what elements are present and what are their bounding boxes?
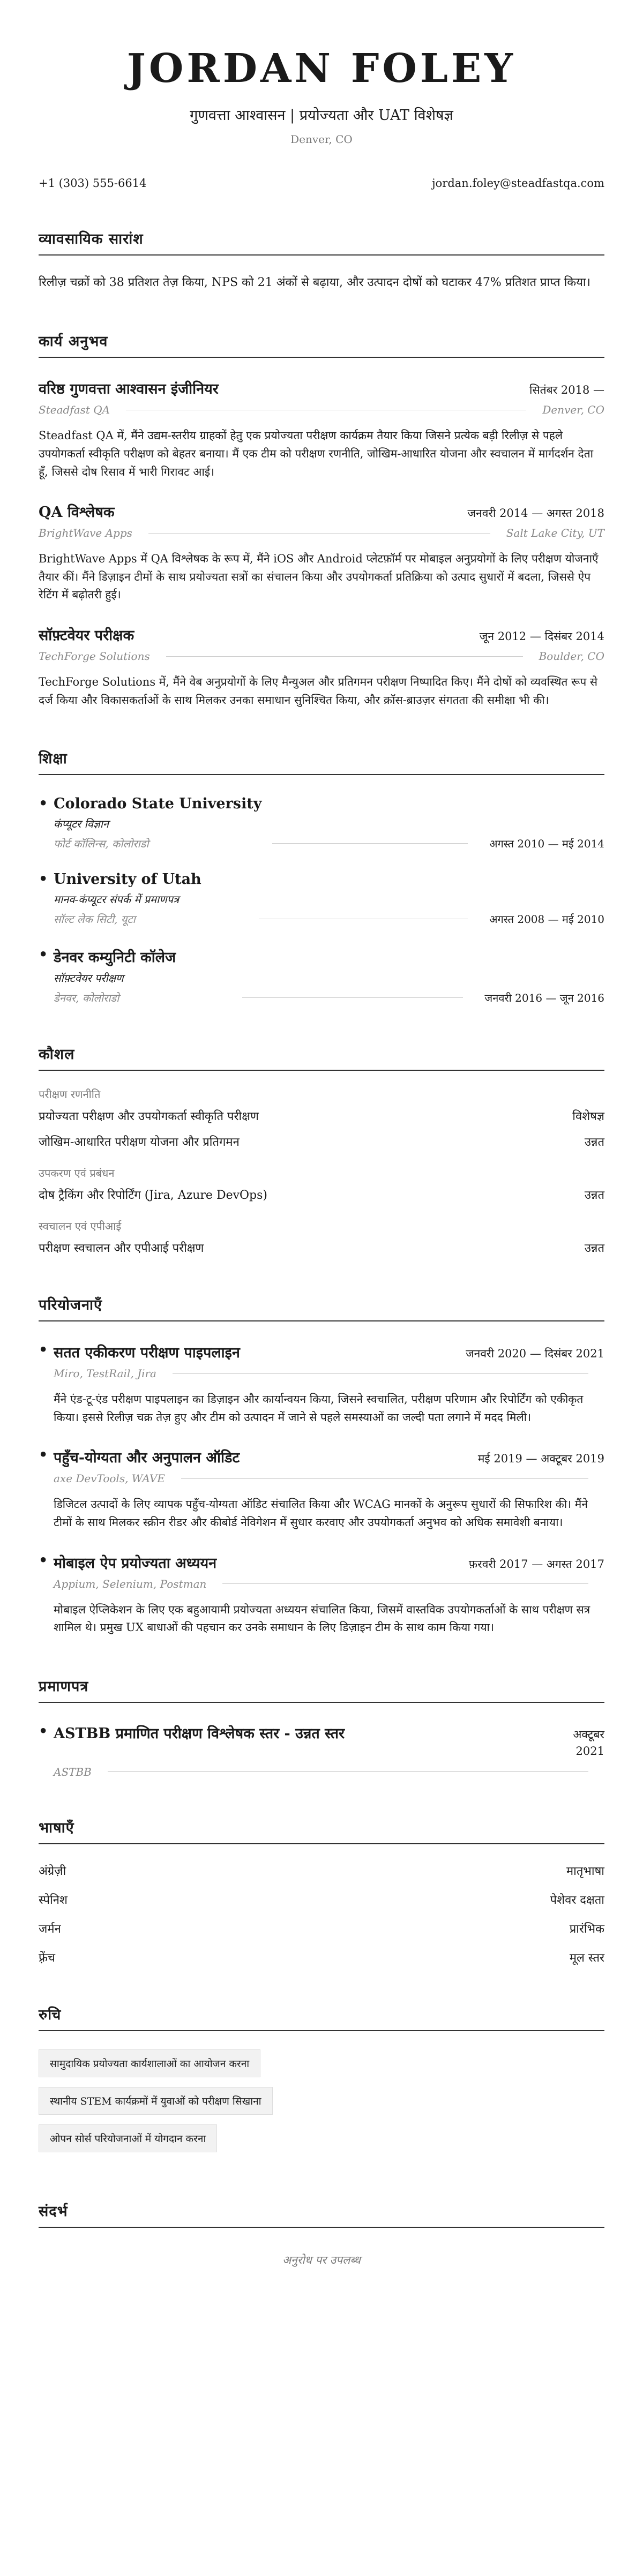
project-entry <box>39 1447 604 1531</box>
language-name: फ़्रेंच <box>39 1951 55 1965</box>
job-dates: सितंबर 2018 — <box>529 384 604 397</box>
section-title: संदर्भ <box>39 2201 604 2228</box>
experience-section <box>39 331 604 709</box>
job-dates: जून 2012 — दिसंबर 2014 <box>479 630 604 643</box>
company-name: BrightWave Apps <box>39 527 132 540</box>
job-title: QA विश्लेषक <box>39 504 115 521</box>
skill-name: दोष ट्रैकिंग और रिपोर्टिंग (Jira, Azure DevOps) <box>39 1189 268 1203</box>
language-row <box>39 1920 604 1936</box>
skill-group <box>39 1219 604 1256</box>
skill-level: उन्नत <box>584 1189 604 1203</box>
skill-row <box>39 1186 604 1203</box>
section-title: रुचि <box>39 2004 604 2031</box>
skill-name: प्रयोज्यता परीक्षण और उपयोगकर्ता स्वीकृति परीक्षण <box>39 1110 259 1124</box>
project-entry <box>39 1342 604 1426</box>
job-description: TechForge Solutions में, मैंने वेब अनुप्रयोगों के लिए मैन्युअल और प्रतिगमन परीक्षण निष्पादित किए। मैंने दोषों को व्यवस्थित रूप से दर्ज किया और विकासकर्ताओं के साथ मिलकर उनका समाधान सुनिश्चित किया, और क्रॉस-ब्राउज़र संगतता की समीक्षा भी की। <box>39 675 598 707</box>
company-name: Steadfast QA <box>39 403 110 417</box>
skill-group-title: स्वचालन एवं एपीआई <box>39 1220 122 1233</box>
project-dates: फ़रवरी 2017 — अगस्त 2017 <box>468 1557 604 1571</box>
divider <box>222 1583 588 1584</box>
field-of-study: कंप्यूटर विज्ञान <box>54 817 109 831</box>
institution-name: डेनवर कम्युनिटी कॉलेज <box>54 949 176 966</box>
education-section <box>39 748 604 1005</box>
divider <box>181 1478 588 1479</box>
candidate-location: Denver, CO <box>290 133 353 146</box>
references-text: अनुरोध पर उपलब्ध <box>282 2253 361 2266</box>
education-entry <box>39 947 604 1005</box>
language-level: मूल स्तर <box>569 1951 604 1965</box>
divider <box>272 843 468 844</box>
references-section <box>39 2201 604 2267</box>
institution-location: फोर्ट कॉलिन्स, कोलोराडो <box>54 837 149 851</box>
bullet-icon: • <box>39 1447 48 1464</box>
experience-entry <box>39 501 604 604</box>
certification-entry <box>39 1723 604 1778</box>
language-row <box>39 1949 604 1965</box>
bullet-icon: • <box>39 1342 48 1359</box>
project-dates: जनवरी 2020 — दिसंबर 2021 <box>466 1347 604 1361</box>
email-address[interactable]: jordan.foley@steadfastqa.com <box>432 177 604 190</box>
project-description: मोबाइल ऐप्लिकेशन के लिए एक बहुआयामी प्रयोज्यता अध्ययन संचालित किया, जिसमें वास्तविक उपयोगकर्ताओं के साथ परीक्षण सत्र शामिल थे। प्रमुख UX बाधाओं की पहचान कर उनके समाधान के लिए डिज़ाइन टीम के साथ काम किया गया। <box>54 1603 590 1634</box>
language-level: मातृभाषा <box>566 1864 604 1878</box>
skill-group-title: उपकरण एवं प्रबंधन <box>39 1167 115 1180</box>
resume-header <box>39 47 604 146</box>
company-name: TechForge Solutions <box>39 650 150 663</box>
section-title: कौशल <box>39 1043 604 1071</box>
skill-name: परीक्षण स्वचालन और एपीआई परीक्षण <box>39 1242 204 1256</box>
language-row <box>39 1862 604 1879</box>
skills-section <box>39 1043 604 1256</box>
project-tools: Appium, Selenium, Postman <box>54 1577 207 1590</box>
field-of-study: सॉफ़्टवेयर परीक्षण <box>54 972 124 985</box>
job-title: वरिष्ठ गुणवत्ता आश्वासन इंजीनियर <box>39 381 219 398</box>
certification-title: ASTBB प्रमाणित परीक्षण विश्लेषक स्तर - उन्नत स्तर <box>54 1725 345 1742</box>
certifications-section <box>39 1676 604 1778</box>
summary-text: रिलीज़ चक्रों को 38 प्रतिशत तेज़ किया, NPS को 21 अंकों से बढ़ाया, और उत्पादन दोषों को घटाकर 47% प्रतिशत प्राप्त किया। <box>39 276 590 290</box>
project-tools: Miro, TestRail, Jira <box>54 1367 156 1380</box>
interest-tags <box>39 2049 604 2162</box>
divider <box>166 656 523 657</box>
project-title: सतत एकीकरण परीक्षण पाइपलाइन <box>54 1345 240 1362</box>
interest-tag: स्थानीय STEM कार्यक्रमों में युवाओं को परीक्षण सिखाना <box>39 2087 273 2115</box>
education-dates: अगस्त 2008 — मई 2010 <box>489 913 604 926</box>
field-of-study: मानव-कंप्यूटर संपर्क में प्रमाणपत्र <box>54 893 180 906</box>
section-title: कार्य अनुभव <box>39 331 604 358</box>
project-tools: axe DevTools, WAVE <box>54 1472 165 1485</box>
institution-name: Colorado State University <box>54 795 262 813</box>
section-title: प्रमाणपत्र <box>39 1676 604 1703</box>
project-entry <box>39 1552 604 1637</box>
education-entry <box>39 871 604 926</box>
skill-group-title: परीक्षण रणनीति <box>39 1088 101 1101</box>
skill-row <box>39 1133 604 1150</box>
bullet-icon: • <box>39 871 48 888</box>
candidate-name: JORDAN FOLEY <box>126 46 517 92</box>
skill-group <box>39 1166 604 1203</box>
job-description: BrightWave Apps में QA विश्लेषक के रूप में, मैंने iOS और Android प्लेटफ़ॉर्म पर मोबाइल अनुप्रयोगों के लिए परीक्षण योजनाएँ तैयार कीं। मैंने डिज़ाइन टीमों के साथ प्रयोज्यता सत्रों का संचालन किया और उपयोगकर्ता प्रतिक्रिया को उत्पाद सुधारों में बदला, जिससे ऐप रेटिंग में बढ़ोतरी हुई। <box>39 552 599 602</box>
job-description: Steadfast QA में, मैंने उद्यम-स्तरीय ग्राहकों हेतु एक प्रयोज्यता परीक्षण कार्यक्रम तैयार किया जिसने प्रत्येक बड़ी रिलीज़ से पहले उपयोगकर्ता स्वीकृति परीक्षण को बेहतर बनाया। मैं एक टीम को परीक्षण रणनीति, जोखिम-आधारित योजना और स्वचालन में मार्गदर्शन देता हूँ, जिससे दोष रिसाव में भारी गिरावट आई। <box>39 429 594 478</box>
candidate-headline: गुणवत्ता आश्वासन | प्रयोज्यता और UAT विशेषज्ञ <box>190 107 453 124</box>
skill-level: विशेषज्ञ <box>572 1110 604 1124</box>
certification-issuer: ASTBB <box>54 1765 92 1778</box>
skill-name: जोखिम-आधारित परीक्षण योजना और प्रतिगमन <box>39 1136 240 1150</box>
language-name: अंग्रेज़ी <box>39 1864 66 1878</box>
job-location: Salt Lake City, UT <box>506 527 604 540</box>
summary-section <box>39 228 604 292</box>
section-title: भाषाएँ <box>39 1817 604 1844</box>
project-description: मैंने एंड-टू-एंड परीक्षण पाइपलाइन का डिज़ाइन और कार्यान्वयन किया, जिसने स्वचालित, परीक्षण परिणाम और रिपोर्टिंग को एकीकृत किया। इससे रिलीज़ चक्र तेज़ हुए और टीम को उत्पादन में जाने से पहले समस्याओं का जल्दी पता लगाने में मदद मिली। <box>54 1393 584 1424</box>
section-title: परियोजनाएँ <box>39 1294 604 1321</box>
education-dates: अगस्त 2010 — मई 2014 <box>489 837 604 851</box>
languages-section <box>39 1817 604 1965</box>
education-entry <box>39 795 604 851</box>
language-level: पेशेवर दक्षता <box>550 1893 604 1907</box>
project-dates: मई 2019 — अक्टूबर 2019 <box>477 1452 604 1466</box>
certification-date: अक्टूबर 2021 <box>573 1728 604 1758</box>
contact-row <box>39 177 604 190</box>
interest-tag: ओपन सोर्स परियोजनाओं में योगदान करना <box>39 2124 217 2152</box>
skill-group <box>39 1087 604 1150</box>
job-location: Boulder, CO <box>539 650 604 663</box>
section-title: व्यावसायिक सारांश <box>39 228 604 256</box>
project-title: पहुँच-योग्यता और अनुपालन ऑडिट <box>54 1450 240 1467</box>
skill-level: उन्नत <box>584 1242 604 1256</box>
job-title: सॉफ़्टवेयर परीक्षक <box>39 627 134 644</box>
language-row <box>39 1891 604 1907</box>
experience-entry <box>39 625 604 709</box>
language-level: प्रारंभिक <box>569 1922 604 1936</box>
phone-number[interactable]: +1 (303) 555-6614 <box>39 177 147 190</box>
institution-location: सॉल्ट लेक सिटी, यूटा <box>54 913 136 926</box>
divider <box>148 533 490 534</box>
institution-name: University of Utah <box>54 871 201 888</box>
projects-section <box>39 1294 604 1637</box>
interest-tag: सामुदायिक प्रयोज्यता कार्यशालाओं का आयोजन करना <box>39 2049 260 2077</box>
bullet-icon: • <box>39 795 48 813</box>
project-description: डिजिटल उत्पादों के लिए व्यापक पहुँच-योग्यता ऑडिट संचालित किया और WCAG मानकों के अनुरूप सुधारों की सिफारिश की। मैंने टीमों के साथ मिलकर स्क्रीन रीडर और कीबोर्ड नेविगेशन में सुधार करवाए और उपयोगकर्ता अनुभव को अधिक समावेशी बनाया। <box>54 1498 588 1529</box>
bullet-icon: • <box>39 1723 48 1740</box>
bullet-icon: • <box>39 1552 48 1569</box>
divider <box>108 1771 588 1772</box>
education-dates: जनवरी 2016 — जून 2016 <box>484 992 604 1005</box>
language-name: जर्मन <box>39 1922 61 1936</box>
job-dates: जनवरी 2014 — अगस्त 2018 <box>467 507 604 520</box>
experience-entry <box>39 378 604 481</box>
project-title: मोबाइल ऐप प्रयोज्यता अध्ययन <box>54 1554 217 1572</box>
job-location: Denver, CO <box>542 403 604 417</box>
section-title: शिक्षा <box>39 748 604 775</box>
interests-section <box>39 2004 604 2162</box>
institution-location: डेनवर, कोलोराडो <box>54 992 119 1005</box>
skill-row <box>39 1240 604 1256</box>
skill-level: उन्नत <box>584 1136 604 1150</box>
skill-row <box>39 1108 604 1124</box>
language-name: स्पेनिश <box>39 1893 68 1907</box>
bullet-icon: • <box>39 947 48 964</box>
divider <box>173 1373 588 1374</box>
divider <box>242 997 463 998</box>
